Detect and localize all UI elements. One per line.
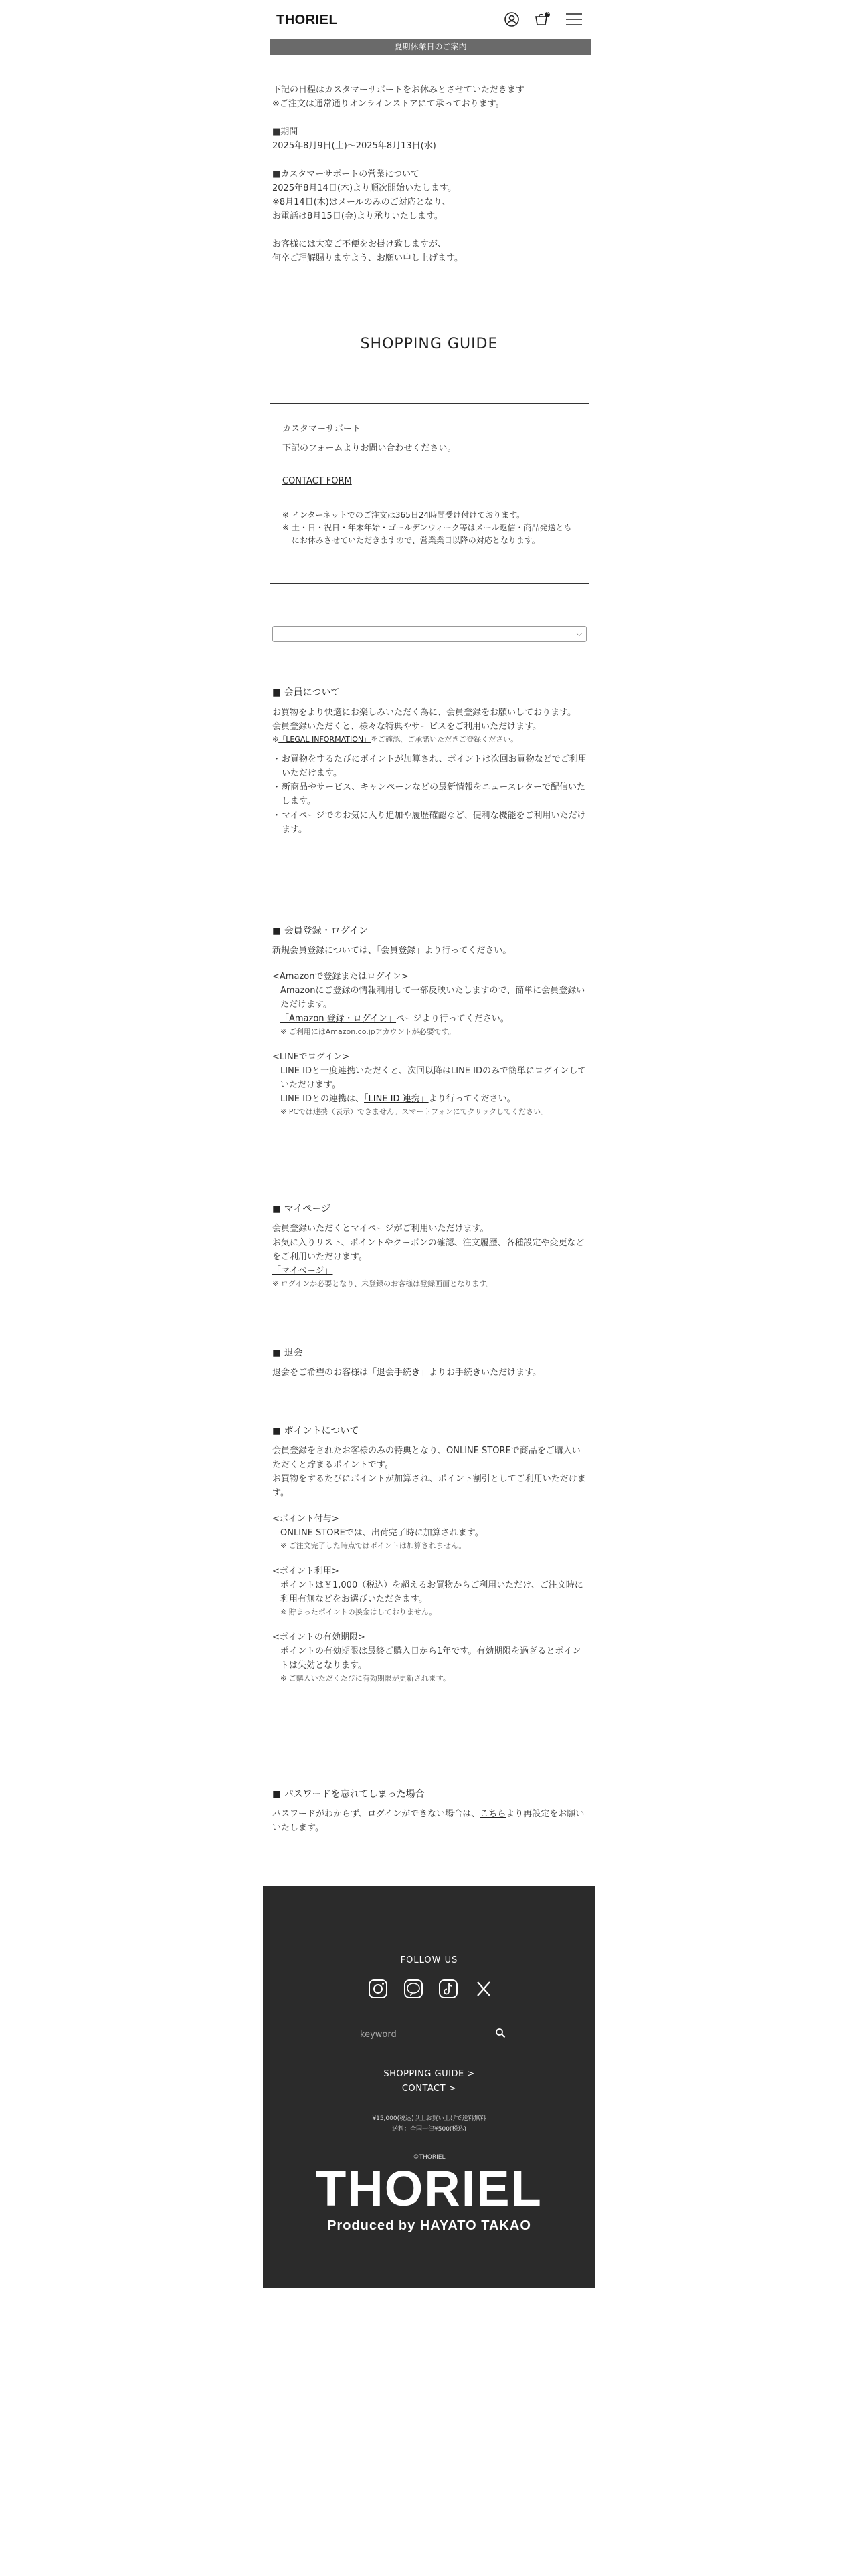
membership-text: お買物をより快適にお楽しみいただく為に、会員登録をお願いしております。 <box>272 708 576 718</box>
section-password <box>272 1787 587 1835</box>
note-text: をご確認、ご承諾いただきご登録ください。 <box>371 735 518 744</box>
site-logo[interactable]: THORIEL <box>276 13 338 27</box>
mypage-note: ※ ログインが必要となり、未登録のお客様は登録画面となります。 <box>272 1279 494 1288</box>
points-note: ※ ご購入いただくたびに有効期限が更新されます。 <box>280 1674 450 1683</box>
mypage-link[interactable]: 「マイページ」 <box>272 1266 333 1276</box>
period-text: 2025年8月9日(土)〜2025年8月13日(水) <box>272 141 436 151</box>
line-icon[interactable] <box>403 1978 424 2000</box>
contact-link[interactable]: CONTACT > <box>401 2084 457 2094</box>
shipping-info: 送料：全国一律¥500(税込) <box>392 2126 466 2133</box>
social-links <box>367 1978 494 2001</box>
password-reset-link[interactable]: こちら <box>480 1809 506 1819</box>
notice-line: ※ご注文は通常通りオンラインストアにて承っております。 <box>272 99 504 109</box>
cs-note: ※ インターネットでのご注文は365日24時間受け付けております。 <box>282 509 577 522</box>
copyright: ©THORIEL <box>413 2154 446 2161</box>
holiday-notice <box>272 83 587 265</box>
section-heading: ■ ポイントについて <box>272 1426 359 1436</box>
points-text: お買物をするたびにポイントが加算され、ポイント割引としてご利用いただけます。 <box>272 1474 586 1498</box>
amazon-note: ※ ご利用にはAmazon.co.jpアカウントが必要です。 <box>280 1027 456 1036</box>
section-heading: ■ 会員登録・ログイン <box>272 926 368 936</box>
list-item: ・ マイページでのお気に入り追加や履歴確認など、便利な機能をご利用いただけます。 <box>272 809 587 837</box>
withdraw-link[interactable]: 「退会手続き」 <box>368 1368 430 1378</box>
follow-us-label: FOLLOW US <box>400 1955 458 1965</box>
period-heading: ■期間 <box>272 127 298 137</box>
points-note: ※ ご注文完了した時点ではポイントは加算されません。 <box>280 1541 466 1550</box>
line-note: ※ PCでは連携（表示）できません。スマートフォンにてクリックしてください。 <box>280 1107 549 1116</box>
membership-text: 会員登録いただくと、様々な特典やサービスをご利用いただけます。 <box>272 722 541 732</box>
password-text: より再設定をお願いいたします。 <box>272 1809 585 1833</box>
list-item: ・ 新商品やサービス、キャンペーンなどの最新情報をニュースレターで配信いたします。 <box>272 780 587 809</box>
legal-information-link[interactable]: 「LEGAL INFORMATION」 <box>278 735 371 744</box>
withdraw-text: よりお手続きいただけます。 <box>429 1368 541 1378</box>
shopping-guide-link[interactable]: SHOPPING GUIDE > <box>383 2069 475 2079</box>
mypage-text: 会員登録いただくとマイページがご利用いただけます。 <box>272 1224 489 1234</box>
holiday-banner[interactable]: 夏期休業日のご案内 <box>270 39 591 55</box>
cs-note: ※ 土・日・祝日・年末年始・ゴールデンウィーク等はメール返信・商品発送ともにお休みさせていただきますので、営業業日以降の対応となります。 <box>282 522 577 547</box>
search-bar <box>348 2024 512 2044</box>
points-text: ONLINE STOREでは、出荷完了時に加算されます。 <box>280 1528 484 1538</box>
ops-heading: ■カスタマーサポートの営業について <box>272 169 420 179</box>
section-withdraw <box>272 1346 587 1380</box>
closing-line: 何卒ご理解賜りますよう、お願い申し上げます。 <box>272 253 463 263</box>
line-text: より行ってください。 <box>428 1094 516 1104</box>
amazon-login-link[interactable]: 「Amazon 登録・ログイン」 <box>280 1014 397 1024</box>
points-note: ※ 貯まったポイントの換金はしておりません。 <box>280 1608 437 1616</box>
search-icon[interactable] <box>495 2028 506 2041</box>
password-text: パスワードがわからず、ログインができない場合は、 <box>272 1809 480 1819</box>
points-text: 会員登録をされたお客様のみの特典となり、ONLINE STOREで商品をご購入いただくと貯まるポイントです。 <box>272 1446 581 1470</box>
section-points <box>272 1424 587 1685</box>
ops-line: 2025年8月14日(木)より順次開始いたします。 <box>272 183 457 193</box>
tiktok-icon[interactable] <box>438 1978 459 2000</box>
line-text: LINE IDとの連携は、 <box>280 1094 364 1104</box>
points-text: ポイントは￥1,000（税込）を超えるお買物からご利用いただけ、ご注文時に利用有無などをお選びいただきます。 <box>280 1580 583 1604</box>
hamburger-menu-icon[interactable] <box>565 11 582 28</box>
note-mark: ※ <box>272 735 279 744</box>
ops-line: お電話は8月15日(金)より承りいたします。 <box>272 211 443 221</box>
benefits-list <box>272 752 587 837</box>
cs-notes <box>282 509 577 547</box>
amazon-subheading: <Amazonで登録またはログイン> <box>272 972 409 982</box>
points-subheading: <ポイントの有効期限> <box>272 1632 365 1642</box>
mypage-text: お気に入りリスト、ポイントやクーポンの確認、注文履歴、各種設定や変更などをご利用いただけます。 <box>272 1238 585 1262</box>
login-text: より行ってください。 <box>424 946 512 956</box>
register-link[interactable]: 「会員登録」 <box>376 946 425 956</box>
section-heading: ■ パスワードを忘れてしまった場合 <box>272 1789 425 1800</box>
cs-title: カスタマーサポート <box>282 424 361 434</box>
list-item: ・ お買物をするたびにポイントが加算され、ポイントは次回お買物などでご利用いただけます。 <box>272 752 587 780</box>
guide-section-select[interactable] <box>272 626 587 642</box>
site-footer <box>263 1886 595 2288</box>
points-text: ポイントの有効期限は最終ご購入日から1年です。有効期限を過ぎるとポイントは失効となります。 <box>280 1646 581 1671</box>
points-subheading: <ポイント付与> <box>272 1514 339 1524</box>
cs-desc: 下記のフォームよりお問い合わせください。 <box>282 443 456 453</box>
section-heading: ■ 退会 <box>272 1348 303 1358</box>
line-connect-link[interactable]: 「LINE ID 連携」 <box>364 1094 429 1104</box>
line-subheading: <LINEでログイン> <box>272 1052 350 1062</box>
closing-line: お客様には大変ご不便をお掛け致しますが、 <box>272 239 447 249</box>
section-membership <box>272 685 587 837</box>
contact-form-link[interactable]: CONTACT FORM <box>282 476 352 486</box>
x-icon[interactable] <box>473 1978 494 2000</box>
amazon-text: ページより行ってください。 <box>396 1014 509 1024</box>
section-mypage <box>272 1202 587 1290</box>
withdraw-text: 退会をご希望のお客様は <box>272 1368 369 1378</box>
site-header <box>263 0 595 40</box>
line-text: LINE IDと一度連携いただくと、次回以降はLINE IDのみで簡単にログインしていただけます。 <box>280 1066 587 1090</box>
notice-line: 下記の日程はカスタマーサポートをお休みとさせていただきます <box>272 85 525 95</box>
chevron-down-icon: ⌵ <box>576 629 582 638</box>
section-heading: ■ 会員について <box>272 687 341 698</box>
points-subheading: <ポイント利用> <box>272 1566 339 1576</box>
amazon-text: Amazonにご登録の情報利用して一部反映いたしますので、簡単に会員登録いただけます。 <box>280 986 585 1010</box>
footer-tagline: Produced by HAYATO TAKAO <box>327 2218 531 2233</box>
section-heading: ■ マイページ <box>272 1204 331 1214</box>
instagram-icon[interactable] <box>367 1978 389 2000</box>
footer-logo: THORIEL <box>316 2161 543 2216</box>
section-login <box>272 924 587 1118</box>
page-title: SHOPPING GUIDE <box>360 336 498 352</box>
ops-line: ※8月14日(木)はメールのみのご対応となり、 <box>272 197 451 207</box>
shipping-info: ¥15,000(税込)以上お買い上げで送料無料 <box>372 2115 486 2122</box>
login-text: 新規会員登録については、 <box>272 946 377 956</box>
cart-count-badge: 0 <box>547 10 551 15</box>
customer-support-box <box>270 403 589 584</box>
search-input[interactable] <box>359 2026 488 2042</box>
account-icon[interactable] <box>503 11 520 28</box>
